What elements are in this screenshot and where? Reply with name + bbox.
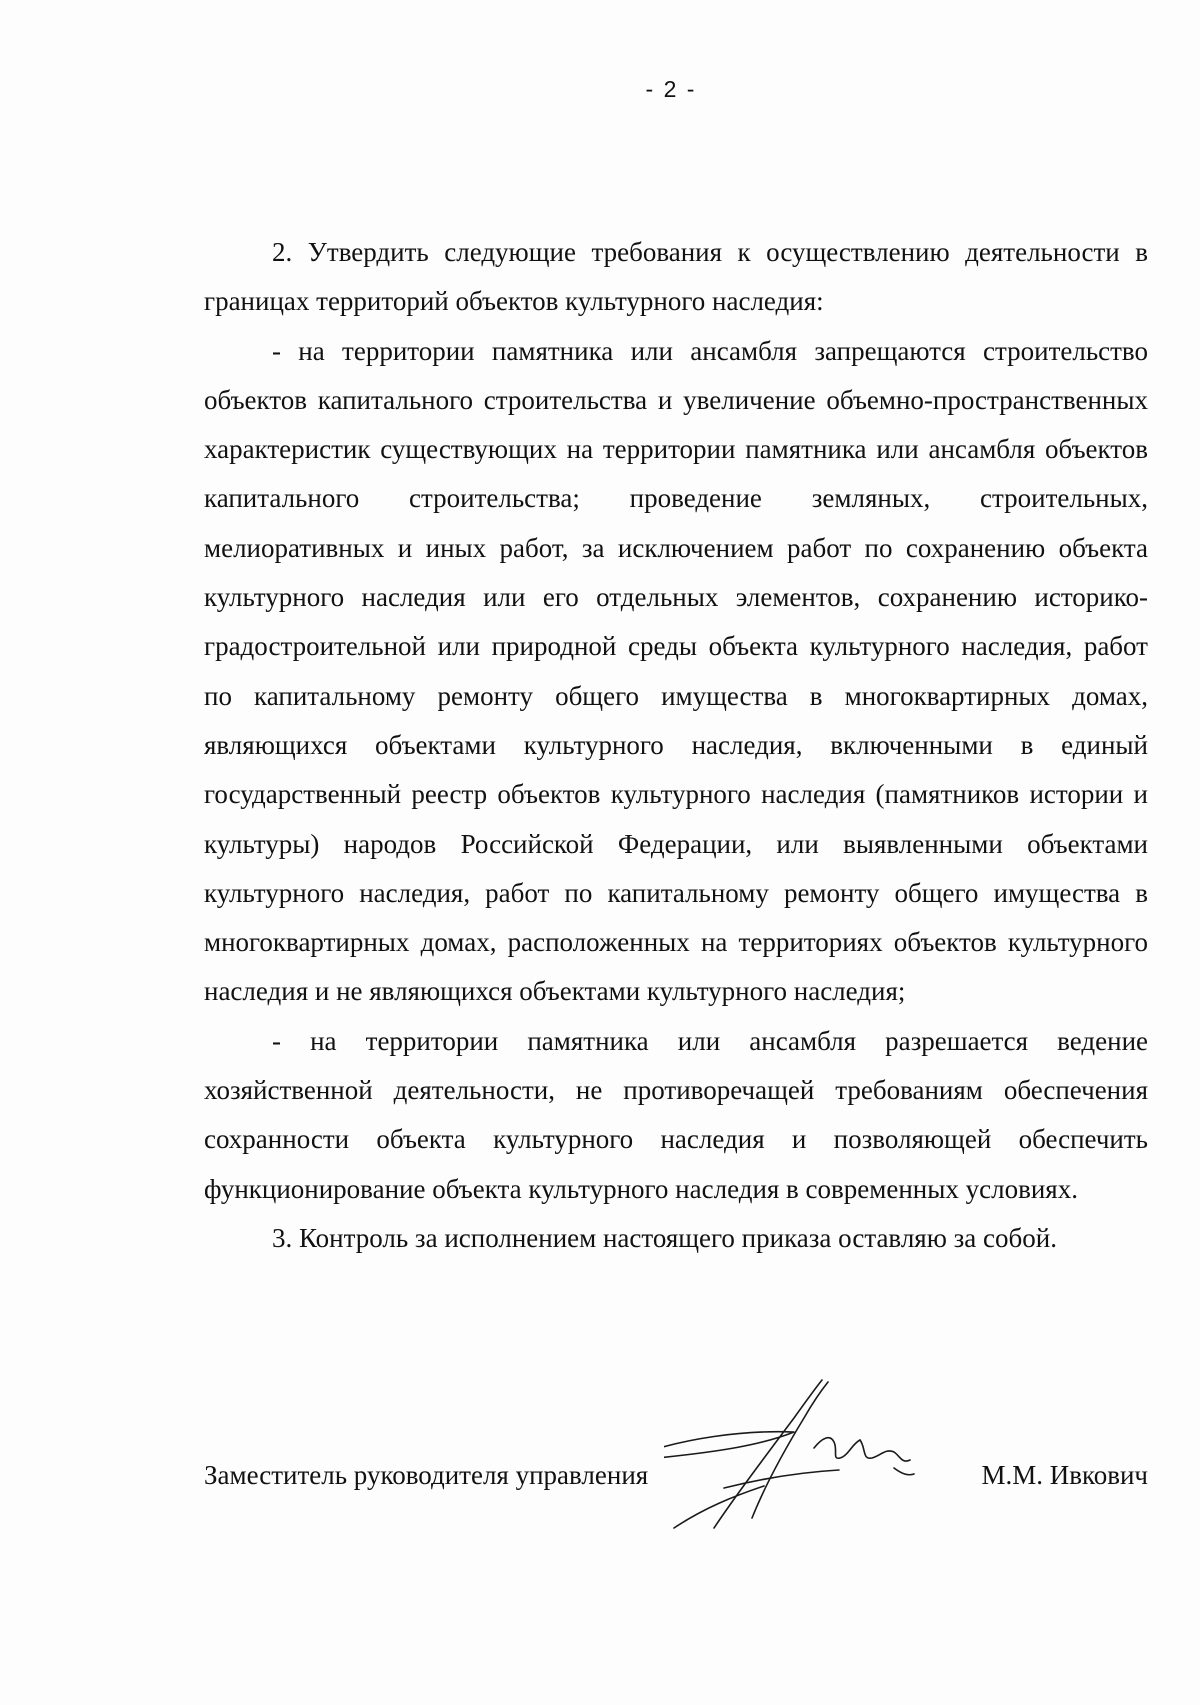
paragraph-permissions: - на территории памятника или ансамбля разрешается ведение хозяйственной деятельности, не противоречащей требованиям обеспечения сохранности объекта культурного наследия и позволяющей обеспечить функционирование объекта культурного наследия в современных условиях.: [204, 1025, 1148, 1204]
paragraph-control: 3. Контроль за исполнением настоящего приказа оставляю за собой.: [272, 1222, 1057, 1253]
paragraph-requirements-intro: 2. Утвердить следующие требования к осуществлению деятельности в границах территорий объектов культурного наследия:: [204, 237, 1148, 317]
signature-block: [204, 1460, 1148, 1520]
signatory-position: Заместитель руководителя управления: [204, 1460, 649, 1490]
document-body: [204, 228, 1148, 1263]
paragraph-prohibitions: - на территории памятника или ансамбля запрещаются строительство объектов капитального строительства и увеличение объемно-пространственных характеристик существующих на территории памятника или ансамбля объектов капитального строительства; проведение земляных, строительных, мелиоративных и иных работ, за исключением работ по сохранению объекта культурного наследия или его отдельных элементов, сохранению историко-градостроительной или природной среды объекта культурного наследия, работ по капитальному ремонту общего имущества в многоквартирных домах, являющихся объектами культурного наследия, включенными в единый государственный реестр объектов культурного наследия (памятников истории и культуры) народов Российской Федерации, или выявленными объектами культурного наследия, работ по капитальному ремонту общего имущества в многоквартирных домах, расположенных на территориях объектов культурного наследия и не являющихся объектами культурного наследия;: [204, 335, 1148, 1007]
signatory-name: М.М. Ивкович: [981, 1460, 1148, 1490]
page-number: - 2 -: [645, 76, 697, 102]
